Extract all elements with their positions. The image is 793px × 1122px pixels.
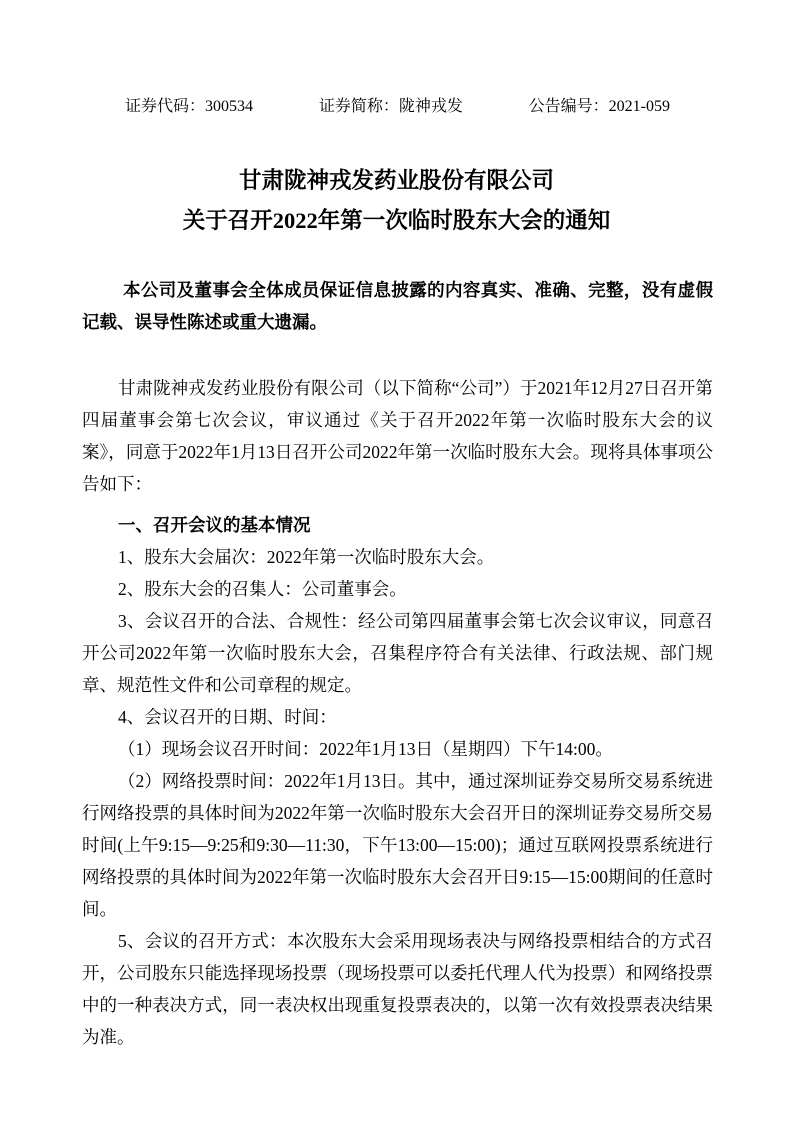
title-block	[0, 161, 793, 241]
integrity-statement: 本公司及董事会全体成员保证信息披露的内容真实、准确、完整，没有虚假记载、误导性陈述或重大遗漏。	[82, 280, 713, 332]
item-meeting-method: 5、会议的召开方式：本次股东大会采用现场表决与网络投票相结合的方式召开，公司股东只能选择现场投票（现场投票可以委托代理人代为投票）和网络投票中的一种表决方式，同一表决权出现重复投票表决的，以第一次有效投票表决结果为准。	[82, 931, 713, 1047]
stock-abbreviation: 证券简称：陇神戎发	[318, 98, 463, 115]
company-name-title: 甘肃陇神戎发药业股份有限公司	[238, 168, 554, 193]
section1-heading: 一、召开会议的基本情况	[118, 515, 311, 535]
announcement-number: 公告编号：2021-059	[528, 98, 670, 115]
item-meeting-session: 1、股东大会届次：2022年第一次临时股东大会。	[118, 547, 495, 567]
document-header	[125, 0, 670, 118]
item-legality: 3、会议召开的合法、合规性：经公司第四届董事会第七次会议审议，同意召开公司2022年第一次临时股东大会，召集程序符合有关法律、行政法规、部门规章、规范性文件和公司章程的规定。	[82, 611, 713, 695]
stock-code: 证券代码：300534	[125, 98, 254, 115]
intro-paragraph: 甘肃陇神戎发药业股份有限公司（以下简称“公司”）于2021年12月27日召开第四届董事会第七次会议，审议通过《关于召开2022年第一次临时股东大会的议案》，同意于2022年1月13日召开公司2022年第一次临时股东大会。现将具体事项公告如下：	[82, 378, 713, 494]
item-onsite-meeting-time: （1）现场会议召开时间：2022年1月13日（星期四）下午14:00。	[118, 739, 613, 759]
item-online-voting-time: （2）网络投票时间：2022年1月13日。其中，通过深圳证券交易所交易系统进行网络投票的具体时间为2022年第一次临时股东大会召开日的深圳证券交易所交易时间(上午9:15—9:25和9:30—11:30，下午13:00—15:00)；通过互联网投票系统进行网络投票的具体时间为2022年第一次临时股东大会召开日9:15—15:00期间的任意时间。	[82, 771, 713, 919]
item-convener: 2、股东大会的召集人：公司董事会。	[118, 579, 407, 599]
notice-title: 关于召开2022年第一次临时股东大会的通知	[182, 208, 611, 233]
item-date-time: 4、会议召开的日期、时间：	[118, 707, 337, 727]
